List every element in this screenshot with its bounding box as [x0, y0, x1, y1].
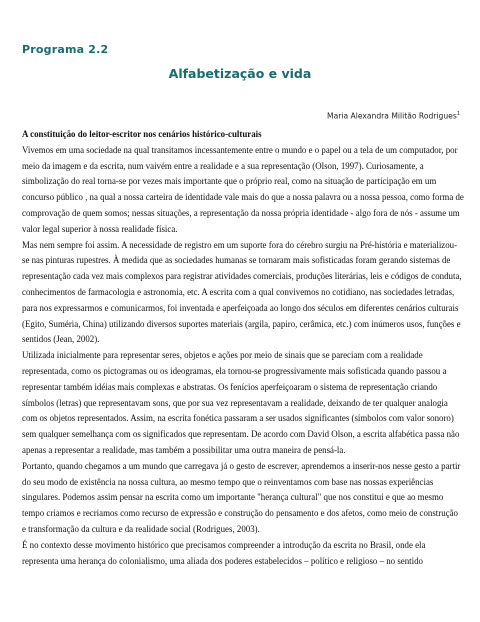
paragraph: Utilizada inicialmente para representar seres, objetos e ações por meio de sinais que se pareciam com a realidade representada, como os pictogramas ou os ideogramas, ela tornou-se progressivamente mais sofisticada quando passou a representar também idéias mais complexas e abstratas. Os fenícios aperfeiçoaram o sistema de representação criando símbolos (letras) que representavam sons, que por sua vez representavam a realidade, deixando de ter qualquer analogia com os objetos representados. Assim, na escrita fonética passaram a ser usados significantes (símbolos com valor sonoro) sem qualquer semelhança com os significados que representam. De acordo com David Olson, a escrita alfabética passa não apenas a representar a realidade, mas também a possibilitar uma outra maneira de pensá-la.: [22, 350, 460, 455]
paragraph: Portanto, quando chegamos a um mundo que carregava já o gesto de escrever, aprendemos a inserir-nos nesse gesto a partir do seu modo de existência na nossa cultura, ao mesmo tempo que o reinventamos com base nas nossas experiências singulares. Podemos assim pensar na escrita como um importante "herança cultural" que nos constitui e que ao mesmo tempo criamos e recriamos como recurso de expressão e construção do pensamento e dos afetos, como meio de construção e transformação da cultura e da realidade social (Rodrigues, 2003).: [22, 460, 461, 534]
paragraph: Vivemos em uma sociedade na qual transitamos incessantemente entre o mundo e o papel ou a tela de um computador, por meio da imagem e da escrita, num vaivém entre a realidade e a sua representação (Olson, 1997). Curiosamente, a simbolização do real torna-se por vezes mais importante que o próprio real, como na situação de participação em um concurso público , na qual a nossa carteira de identidade vale mais do que a nossa palavra ou a nossa pessoa, como forma de comprovação de quem somos; nessas situações, a representação da nossa própria identidade - algo fora de nós - assume um valor legal superior à nossa realidade física.: [22, 144, 464, 234]
page-title: Alfabetização e vida: [168, 66, 312, 81]
program-number: Programa 2.2: [22, 43, 109, 56]
paragraph: Mas nem sempre foi assim. A necessidade de registro em um suporte fora do cérebro surgiu na Pré-história e materializou-se nas pinturas rupestres. À medida que as sociedades humanas se tornaram mais sofisticadas foram gerando sistemas de representação cada vez mais complexos para registrar atividades comerciais, produções literárias, leis e códigos de conduta, conhecimentos de farmacologia e astronomia, etc. A escrita com a qual convivemos no cotidiano, nas sociedades letradas, para nos expressarmos e comunicarmos, foi inventada e aperfeiçoada ao longo dos séculos em diferentes cenários culturais (Egito, Suméria, China) utilizando diversos suportes materiais (argila, papiro, cerâmica, etc.) com inúmeros usos, funções e sentidos (Jean, 2002).: [22, 239, 462, 345]
section-heading: A constituição do leitor-escritor nos cenários histórico-culturais: [22, 129, 262, 139]
article-body: [22, 127, 464, 569]
author-name: Maria Alexandra Militão Rodrigues: [327, 111, 457, 121]
author-footnote-marker: 1: [456, 111, 460, 117]
paragraph: É no contexto desse movimento histórico que precisamos compreender a introdução da escrita no Brasil, onde ela representa uma herança do colonialismo, uma aliada dos poderes estabelecidos – político e religioso – no sentido: [22, 539, 426, 566]
author-line: [327, 111, 460, 121]
